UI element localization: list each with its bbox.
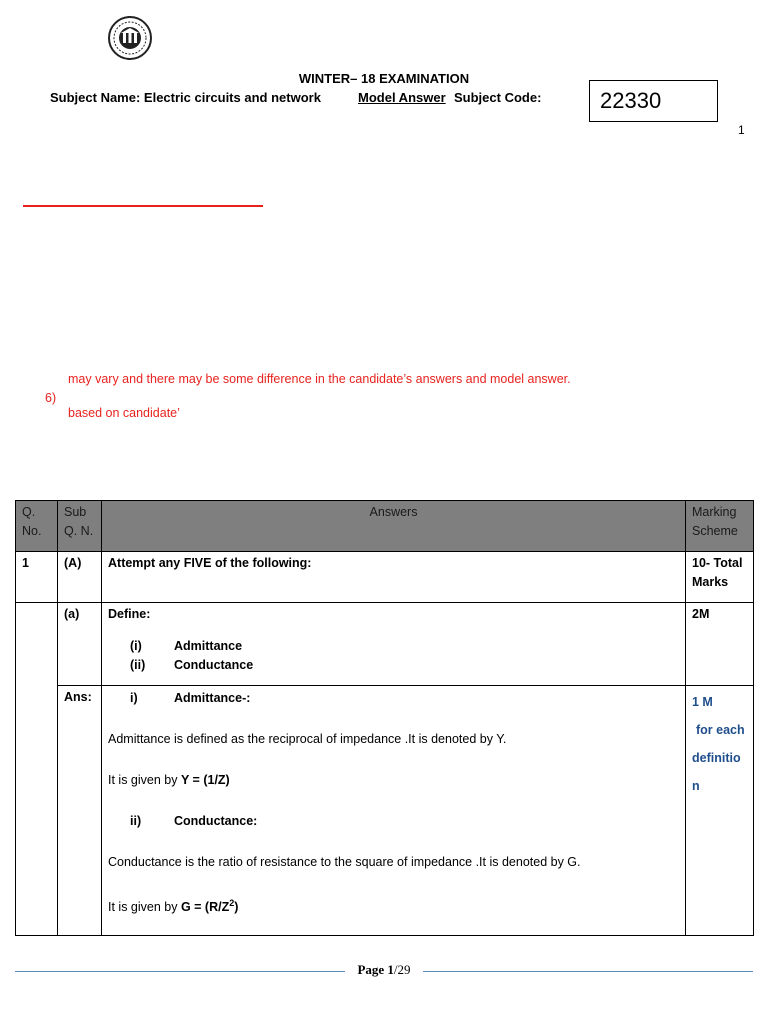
page-number-corner: 1: [738, 123, 745, 137]
part1-formula-line: [108, 770, 679, 790]
footer-page-current: 1: [387, 962, 394, 977]
instruction-line-2: based on candidate’: [68, 406, 180, 420]
list-item: [108, 637, 679, 656]
instruction-line-1: may vary and there may be some difference in the candidate’s answers and model answer.: [68, 372, 571, 386]
header-answers: Answers: [102, 501, 686, 552]
marking-note-3: n: [692, 779, 700, 793]
part1-heading: [108, 688, 679, 708]
row1-sub-q: (A): [58, 552, 102, 603]
part2-formula: [181, 900, 238, 914]
part1-number: i): [130, 691, 138, 705]
exam-title: WINTER– 18 EXAMINATION: [298, 71, 470, 86]
header-q-no: Q. No.: [16, 501, 58, 552]
header-sub-q: Sub Q. N.: [58, 501, 102, 552]
part2-formula-rhs: ): [234, 900, 239, 915]
row3-answer: [102, 686, 686, 936]
part2-heading: [108, 811, 679, 831]
marking-mark: 1 M: [692, 695, 713, 709]
subject-code-label: Subject Code:: [454, 90, 542, 105]
footer-rule-right: [423, 971, 753, 972]
part1-definition: Admittance is defined as the reciprocal of impedance .It is denoted by Y.: [108, 732, 507, 746]
footer-page-total: /29: [393, 962, 411, 977]
row2-answer: [102, 603, 686, 686]
row1-marking: 10- Total Marks: [686, 552, 754, 603]
subject-code-box: 22330: [589, 80, 718, 122]
row2-sub-q: (a): [58, 603, 102, 686]
page-footer: [345, 962, 423, 978]
row2-marking: 2M: [686, 603, 754, 686]
answer-table: [15, 500, 754, 936]
table-row: [16, 552, 754, 603]
row3-marking: [686, 686, 754, 936]
part2-number: ii): [130, 814, 142, 828]
part2-title: Conductance:: [174, 814, 258, 828]
footer-page-label: Page: [357, 962, 385, 977]
part1-formula: Y = (1/Z): [180, 773, 230, 787]
list-item: [108, 656, 679, 675]
footer-rule-left: [15, 971, 345, 972]
table-row: [16, 603, 754, 686]
row2-answer-title: Define:: [108, 607, 151, 621]
part2-formula-prefix: It is given by: [108, 900, 178, 915]
subject-name: Subject Name: Electric circuits and network: [50, 90, 321, 105]
part1-title: Admittance-:: [174, 691, 251, 705]
instruction-marker-6: 6): [45, 391, 57, 405]
part2-formula-exponent: 2: [229, 898, 235, 908]
red-divider: [23, 205, 263, 207]
part2-definition: Conductance is the ratio of resistance to the square of impedance .It is denoted by G.: [108, 855, 581, 869]
row1-q-no: 1: [16, 552, 58, 603]
table-row: [16, 686, 754, 936]
item-label: Admittance: [174, 639, 243, 653]
item-number: (ii): [130, 658, 146, 672]
item-label: Conductance: [174, 658, 254, 672]
part2-formula-lhs: G = (R/Z: [180, 900, 230, 915]
model-answer-label: Model Answer: [358, 90, 446, 105]
marking-note-1: for each: [696, 723, 745, 737]
row3-sub-q: Ans:: [58, 686, 102, 936]
part1-formula-prefix: It is given by: [108, 773, 178, 787]
institution-emblem-icon: [106, 14, 154, 62]
marking-note-2: definitio: [692, 751, 741, 765]
row2-q-no: [16, 603, 58, 936]
item-number: (i): [130, 639, 142, 653]
part2-formula-line: [108, 893, 679, 917]
header-marking: Marking Scheme: [686, 501, 754, 552]
row1-answer: Attempt any FIVE of the following:: [102, 552, 686, 603]
table-header-row: [16, 501, 754, 552]
